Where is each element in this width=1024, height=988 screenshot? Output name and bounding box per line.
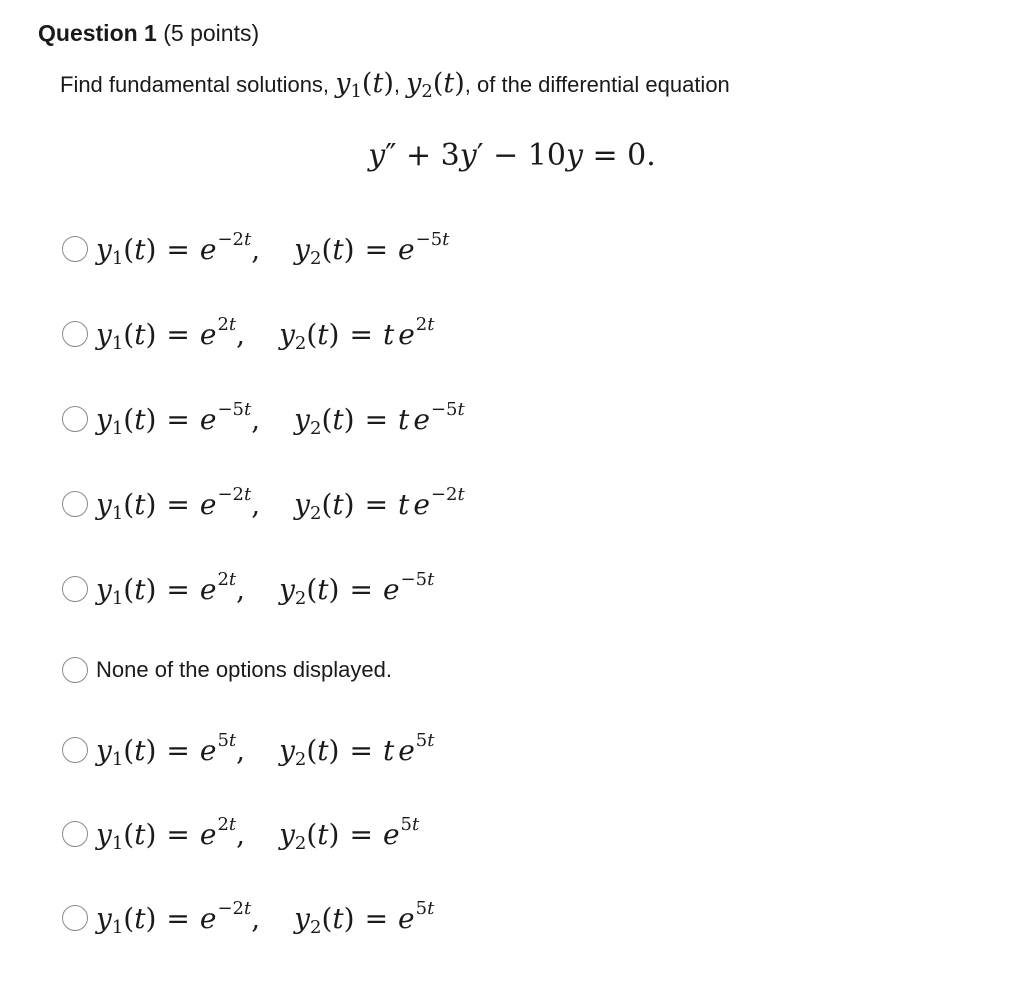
y2-exponent	[401, 814, 420, 835]
y1-e: e	[199, 733, 217, 767]
y2-exp-t: t	[427, 313, 435, 335]
y1-comma: ,	[236, 733, 246, 767]
y1-exponent	[217, 814, 236, 835]
y2-equals: =	[364, 901, 389, 935]
y2-equals: =	[364, 402, 389, 436]
y1-lparen: (	[123, 572, 135, 606]
y1-exp-coef: 2	[217, 813, 229, 835]
y2-exp-t: t	[427, 897, 435, 919]
radio-button[interactable]	[62, 406, 88, 432]
y2-e: e	[382, 817, 400, 851]
y1-exp-coef: −2	[217, 228, 245, 250]
differential-equation	[0, 134, 1024, 178]
y1-sub: 1	[111, 587, 124, 609]
y1-lparen: (	[123, 733, 135, 767]
y1-sub: 1	[111, 332, 124, 354]
y1-var: y	[96, 901, 112, 935]
question-prompt	[60, 64, 730, 107]
y1-exp-t: t	[228, 813, 237, 835]
y1-t: t	[134, 817, 146, 851]
prompt-y1-lparen: (	[361, 68, 373, 99]
y2-sub: 2	[309, 502, 322, 524]
radio-button[interactable]	[62, 737, 88, 763]
eq-double-prime: ″	[385, 138, 397, 173]
y2-e: e	[413, 487, 430, 521]
option-label[interactable]: None of the options displayed.	[96, 657, 392, 682]
y2-exp-coef: 5	[415, 729, 428, 751]
y1-rparen: )	[145, 817, 157, 851]
option-label[interactable]	[96, 228, 450, 269]
eq-equals: =	[592, 138, 618, 173]
y1-t: t	[134, 402, 146, 436]
prompt-y2-lparen: (	[432, 68, 444, 99]
y1-t: t	[134, 232, 146, 266]
y2-lparen: (	[321, 901, 333, 935]
y1-sub: 1	[111, 247, 124, 269]
y1-exponent	[217, 569, 236, 590]
y2-exp-t: t	[427, 568, 435, 590]
y2-rparen: )	[343, 402, 355, 436]
y2-coef: t	[398, 402, 410, 436]
radio-button[interactable]	[62, 491, 88, 517]
y1-sub: 1	[111, 502, 124, 524]
y1-lparen: (	[123, 901, 135, 935]
y1-equals: =	[166, 317, 190, 351]
y1-sub: 1	[111, 417, 124, 439]
y2-rparen: )	[343, 232, 355, 266]
y1-exp-t: t	[228, 568, 237, 590]
y1-exp-t: t	[244, 897, 252, 919]
y2-rparen: )	[343, 901, 355, 935]
y1-e: e	[199, 232, 217, 266]
y2-exp-t: t	[457, 398, 465, 420]
y1-comma: ,	[251, 901, 261, 935]
y1-equals: =	[166, 901, 190, 935]
y1-exponent	[217, 730, 236, 751]
y2-exponent	[431, 484, 465, 505]
y2-var: y	[294, 901, 310, 935]
y2-exponent	[416, 229, 450, 250]
y1-comma: ,	[251, 232, 261, 266]
prompt-text-before: Find fundamental solutions,	[60, 72, 330, 97]
question-header	[38, 18, 259, 48]
answer-option-6[interactable]	[62, 647, 392, 693]
question-title: Question 1	[38, 20, 157, 46]
prompt-y1-t: t	[372, 68, 384, 99]
y2-exp-coef: −5	[430, 398, 458, 420]
y2-exponent	[416, 314, 435, 335]
prompt-separator: ,	[393, 72, 400, 97]
prompt-y2-rparen: )	[454, 68, 465, 99]
y2-lparen: (	[321, 402, 333, 436]
y1-sub: 1	[111, 832, 124, 854]
y2-sub: 2	[309, 916, 322, 938]
y2-exp-t: t	[457, 483, 465, 505]
radio-button[interactable]	[62, 657, 88, 683]
y1-comma: ,	[236, 317, 246, 351]
option-label[interactable]	[96, 483, 465, 524]
y2-exponent	[431, 399, 465, 420]
y1-lparen: (	[123, 232, 135, 266]
y2-exponent	[416, 730, 435, 751]
y2-lparen: (	[306, 317, 318, 351]
radio-button[interactable]	[62, 821, 88, 847]
y2-sub: 2	[294, 587, 307, 609]
radio-button[interactable]	[62, 236, 88, 262]
y1-exponent	[217, 229, 251, 250]
y2-var: y	[294, 402, 310, 436]
question-points: (5 points)	[163, 20, 260, 46]
y1-t: t	[134, 487, 146, 521]
answer-option-5[interactable]	[62, 566, 434, 612]
eq-plus: +	[405, 138, 432, 173]
eq-y-d: y	[459, 138, 477, 173]
y1-exp-t: t	[244, 398, 252, 420]
y2-e: e	[398, 733, 415, 767]
y1-equals: =	[166, 402, 190, 436]
y2-rparen: )	[328, 317, 340, 351]
answer-option-3[interactable]	[62, 396, 465, 442]
y1-exp-coef: −5	[217, 398, 245, 420]
prompt-y2-var: y	[406, 68, 422, 99]
y2-coef: t	[398, 487, 410, 521]
y2-var: y	[294, 487, 310, 521]
y2-coef: t	[382, 733, 395, 767]
y1-rparen: )	[145, 232, 157, 266]
y1-exp-t: t	[228, 729, 237, 751]
y1-exponent	[217, 314, 236, 335]
y2-t: t	[332, 232, 344, 266]
y1-exp-t: t	[244, 228, 252, 250]
y2-equals: =	[349, 817, 373, 851]
y1-var: y	[96, 572, 112, 606]
y1-var: y	[96, 817, 112, 851]
y2-lparen: (	[306, 817, 318, 851]
y1-e: e	[199, 572, 217, 606]
prompt-y2-sub: 2	[421, 81, 433, 102]
y1-comma: ,	[251, 402, 261, 436]
y1-t: t	[134, 317, 146, 351]
y2-rparen: )	[343, 487, 355, 521]
y1-exponent	[217, 399, 251, 420]
y2-exponent	[416, 898, 435, 919]
y2-e: e	[398, 232, 415, 266]
y1-sub: 1	[111, 748, 124, 770]
y1-e: e	[199, 817, 217, 851]
answer-option-8[interactable]	[62, 811, 419, 857]
y2-t: t	[317, 317, 329, 351]
y1-lparen: (	[123, 402, 135, 436]
radio-button[interactable]	[62, 321, 88, 347]
y1-var: y	[96, 402, 112, 436]
y1-e: e	[199, 487, 217, 521]
y2-rparen: )	[328, 572, 340, 606]
y2-t: t	[332, 901, 344, 935]
y1-equals: =	[166, 572, 190, 606]
eq-y: y	[565, 138, 583, 173]
y1-exp-coef: 2	[217, 313, 229, 335]
y2-equals: =	[349, 572, 373, 606]
y1-comma: ,	[236, 572, 246, 606]
y2-sub: 2	[294, 748, 307, 770]
y1-equals: =	[166, 733, 190, 767]
y2-e: e	[398, 901, 415, 935]
prompt-y1-rparen: )	[383, 68, 394, 99]
y2-rparen: )	[328, 817, 340, 851]
y2-e: e	[382, 572, 400, 606]
radio-button[interactable]	[62, 905, 88, 931]
y1-equals: =	[166, 232, 190, 266]
y2-exp-coef: −5	[400, 568, 428, 590]
y1-exponent	[217, 898, 251, 919]
y1-t: t	[134, 572, 146, 606]
y1-sub: 1	[111, 916, 124, 938]
answer-option-9[interactable]	[62, 895, 434, 941]
y1-lparen: (	[123, 317, 135, 351]
y1-rparen: )	[145, 733, 157, 767]
y1-comma: ,	[251, 487, 261, 521]
y2-t: t	[317, 817, 329, 851]
y2-exponent	[401, 569, 435, 590]
y2-lparen: (	[321, 487, 333, 521]
y1-exp-coef: 2	[217, 568, 229, 590]
y2-e: e	[398, 317, 415, 351]
y2-equals: =	[364, 232, 389, 266]
y1-lparen: (	[123, 817, 135, 851]
y2-exp-t: t	[442, 228, 450, 250]
y2-lparen: (	[306, 572, 318, 606]
option-label[interactable]	[96, 398, 465, 439]
y2-var: y	[279, 733, 295, 767]
y2-exp-coef: −5	[415, 228, 443, 250]
y2-var: y	[294, 232, 310, 266]
y1-exp-t: t	[244, 483, 252, 505]
eq-zero: 0.	[627, 138, 656, 173]
y2-exp-coef: 5	[400, 813, 412, 835]
y1-lparen: (	[123, 487, 135, 521]
y1-var: y	[96, 487, 112, 521]
y1-rparen: )	[145, 901, 157, 935]
option-label[interactable]	[96, 313, 435, 354]
y1-comma: ,	[236, 817, 246, 851]
radio-button[interactable]	[62, 576, 88, 602]
y2-sub: 2	[294, 332, 307, 354]
y1-e: e	[199, 901, 217, 935]
y2-var: y	[279, 817, 295, 851]
prompt-text-after: , of the differential equation	[464, 72, 730, 97]
y1-equals: =	[166, 817, 190, 851]
y2-exp-t: t	[411, 813, 420, 835]
eq-y-dd: y	[368, 138, 386, 173]
y1-rparen: )	[145, 487, 157, 521]
y1-e: e	[199, 317, 217, 351]
y1-t: t	[134, 733, 146, 767]
y2-equals: =	[349, 317, 373, 351]
y2-equals: =	[364, 487, 389, 521]
y1-var: y	[96, 317, 112, 351]
prompt-y1-sub: 1	[350, 81, 362, 102]
y1-var: y	[96, 733, 112, 767]
y1-exp-coef: 5	[217, 729, 229, 751]
prompt-y1-var: y	[335, 68, 351, 99]
y1-t: t	[134, 901, 146, 935]
y2-exp-coef: 5	[415, 897, 428, 919]
answer-option-4[interactable]	[62, 481, 465, 527]
y1-rparen: )	[145, 572, 157, 606]
y2-exp-coef: −2	[430, 483, 458, 505]
y2-coef: t	[382, 317, 395, 351]
y2-t: t	[317, 733, 329, 767]
answer-option-7[interactable]	[62, 727, 434, 773]
y1-rparen: )	[145, 317, 157, 351]
y1-exp-coef: −2	[217, 897, 245, 919]
option-label[interactable]	[96, 897, 435, 938]
option-label[interactable]	[96, 568, 435, 609]
eq-prime: ′	[476, 138, 484, 173]
y1-exp-t: t	[228, 313, 237, 335]
y2-t: t	[332, 487, 344, 521]
y1-var: y	[96, 232, 112, 266]
y2-equals: =	[349, 733, 373, 767]
option-label[interactable]	[96, 813, 420, 854]
y2-e: e	[413, 402, 430, 436]
y2-exp-coef: 2	[415, 313, 428, 335]
y1-equals: =	[166, 487, 190, 521]
eq-coef-3: 3	[440, 138, 460, 173]
prompt-y2-t: t	[443, 68, 455, 99]
eq-coef-10: 10	[527, 138, 566, 173]
y2-t: t	[332, 402, 344, 436]
option-label[interactable]	[96, 729, 435, 770]
y1-rparen: )	[145, 402, 157, 436]
y1-e: e	[199, 402, 217, 436]
answer-option-2[interactable]	[62, 311, 434, 357]
eq-minus: −	[493, 138, 519, 173]
answer-option-1[interactable]	[62, 226, 449, 272]
y2-rparen: )	[328, 733, 340, 767]
y2-lparen: (	[306, 733, 318, 767]
y2-sub: 2	[294, 832, 307, 854]
y2-sub: 2	[309, 417, 322, 439]
y2-var: y	[279, 317, 295, 351]
y1-exp-coef: −2	[217, 483, 245, 505]
y2-exp-t: t	[427, 729, 435, 751]
y1-exponent	[217, 484, 251, 505]
y2-sub: 2	[309, 247, 322, 269]
y2-lparen: (	[321, 232, 333, 266]
y2-var: y	[279, 572, 295, 606]
y2-t: t	[317, 572, 329, 606]
